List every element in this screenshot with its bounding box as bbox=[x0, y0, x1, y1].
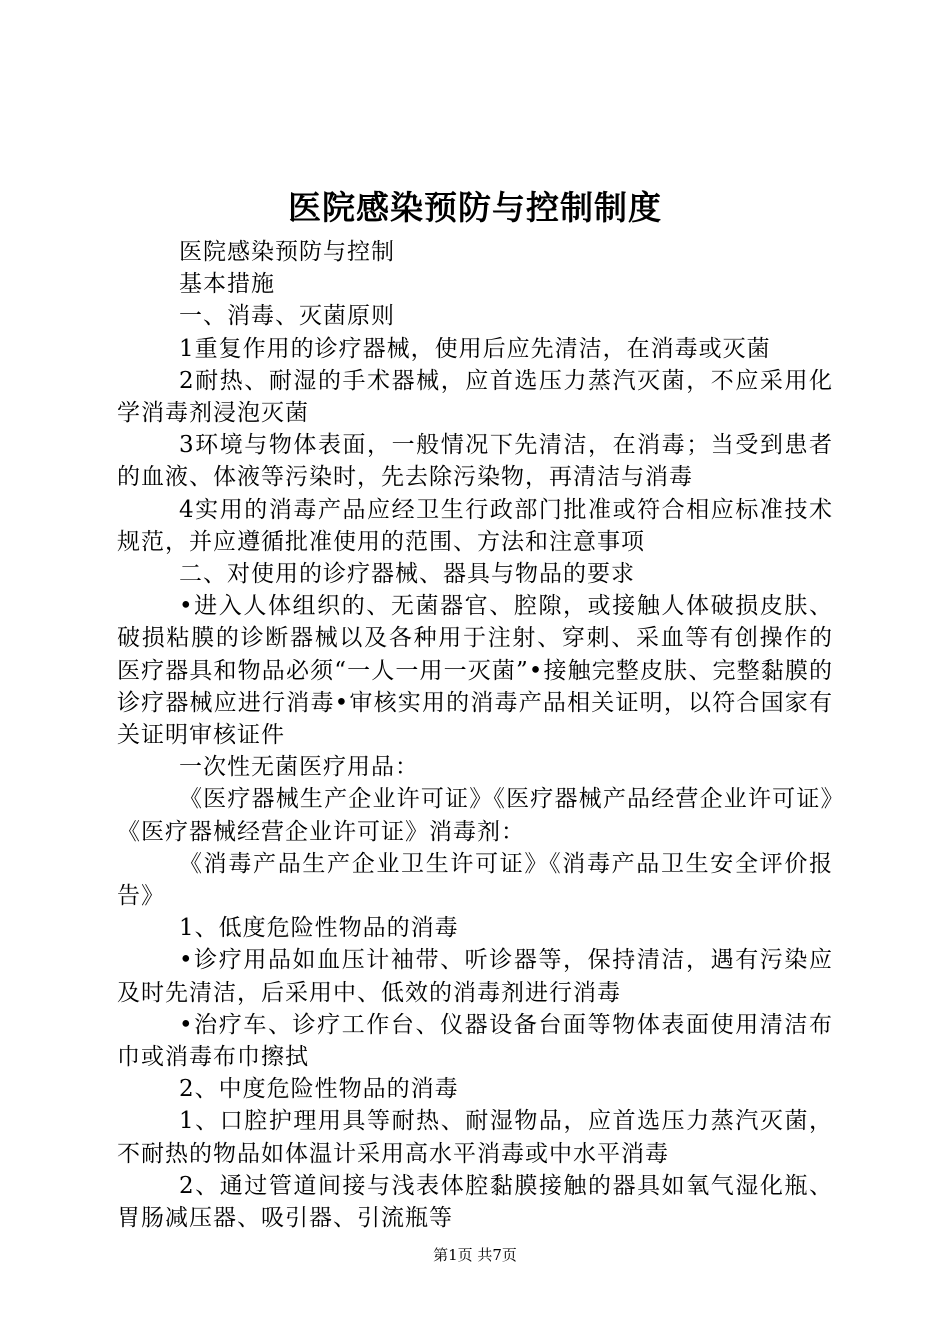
paragraph: 《消毒产品生产企业卫生许可证》《消毒产品卫生安全评价报告》 bbox=[117, 850, 833, 910]
paragraph: 3环境与物体表面，一般情况下先清洁，在消毒；当受到患者的血液、体液等污染时，先去除污染物，再清洁与消毒 bbox=[117, 432, 833, 491]
paragraph: 4实用的消毒产品应经卫生行政部门批准或符合相应标准技术规范，并应遵循批准使用的范围、方法和注意事项 bbox=[117, 496, 833, 555]
paragraph: •诊疗用品如血压计袖带、听诊器等，保持清洁，遇有污染应及时先清洁，后采用中、低效的消毒剂进行消毒 bbox=[117, 947, 833, 1006]
paragraph: 2、中度危险性物品的消毒 bbox=[179, 1076, 459, 1103]
paragraph: •进入人体组织的、无菌器官、腔隙，或接触人体破损皮肤、破损粘膜的诊断器械以及各种用于注射、穿刺、采血等有创操作的医疗器具和物品必须“一人一用一灭菌”•接触完整皮肤、完整黏膜的诊疗器械应进行消毒•审核实用的消毒产品相关证明，以符合国家有关证明审核证件 bbox=[117, 593, 833, 749]
paragraph: 2耐热、耐湿的手术器械，应首选压力蒸汽灭菌，不应采用化学消毒剂浸泡灭菌 bbox=[117, 367, 833, 427]
document-title: 医院感染预防与控制制度 bbox=[288, 188, 662, 227]
paragraph: 二、对使用的诊疗器械、器具与物品的要求 bbox=[179, 561, 635, 588]
document-body bbox=[117, 236, 833, 1234]
paragraph: 1、口腔护理用具等耐热、耐湿物品，应首选压力蒸汽灭菌，不耐热的物品如体温计采用高水平消毒或中水平消毒 bbox=[117, 1108, 833, 1167]
paragraph: 基本措施 bbox=[179, 271, 275, 298]
paragraph: 一、消毒、灭菌原则 bbox=[179, 303, 395, 330]
paragraph: 《医疗器械生产企业许可证》《医疗器械产品经营企业许可证》《医疗器械经营企业许可证》消毒剂： bbox=[117, 786, 833, 845]
paragraph: 一次性无菌医疗用品： bbox=[179, 754, 419, 781]
paragraph: 2、通过管道间接与浅表体腔黏膜接触的器具如氧气湿化瓶、胃肠减压器、吸引器、引流瓶等 bbox=[117, 1172, 833, 1232]
paragraph: 1、低度危险性物品的消毒 bbox=[179, 915, 459, 942]
paragraph: 1重复作用的诊疗器械，使用后应先清洁，在消毒或灭菌 bbox=[179, 335, 771, 362]
paragraph: 医院感染预防与控制 bbox=[179, 239, 395, 265]
page-footer: 第1页 共7页 bbox=[433, 1246, 517, 1264]
paragraph: •治疗车、诊疗工作台、仪器设备台面等物体表面使用清洁布巾或消毒布巾擦拭 bbox=[117, 1011, 833, 1071]
